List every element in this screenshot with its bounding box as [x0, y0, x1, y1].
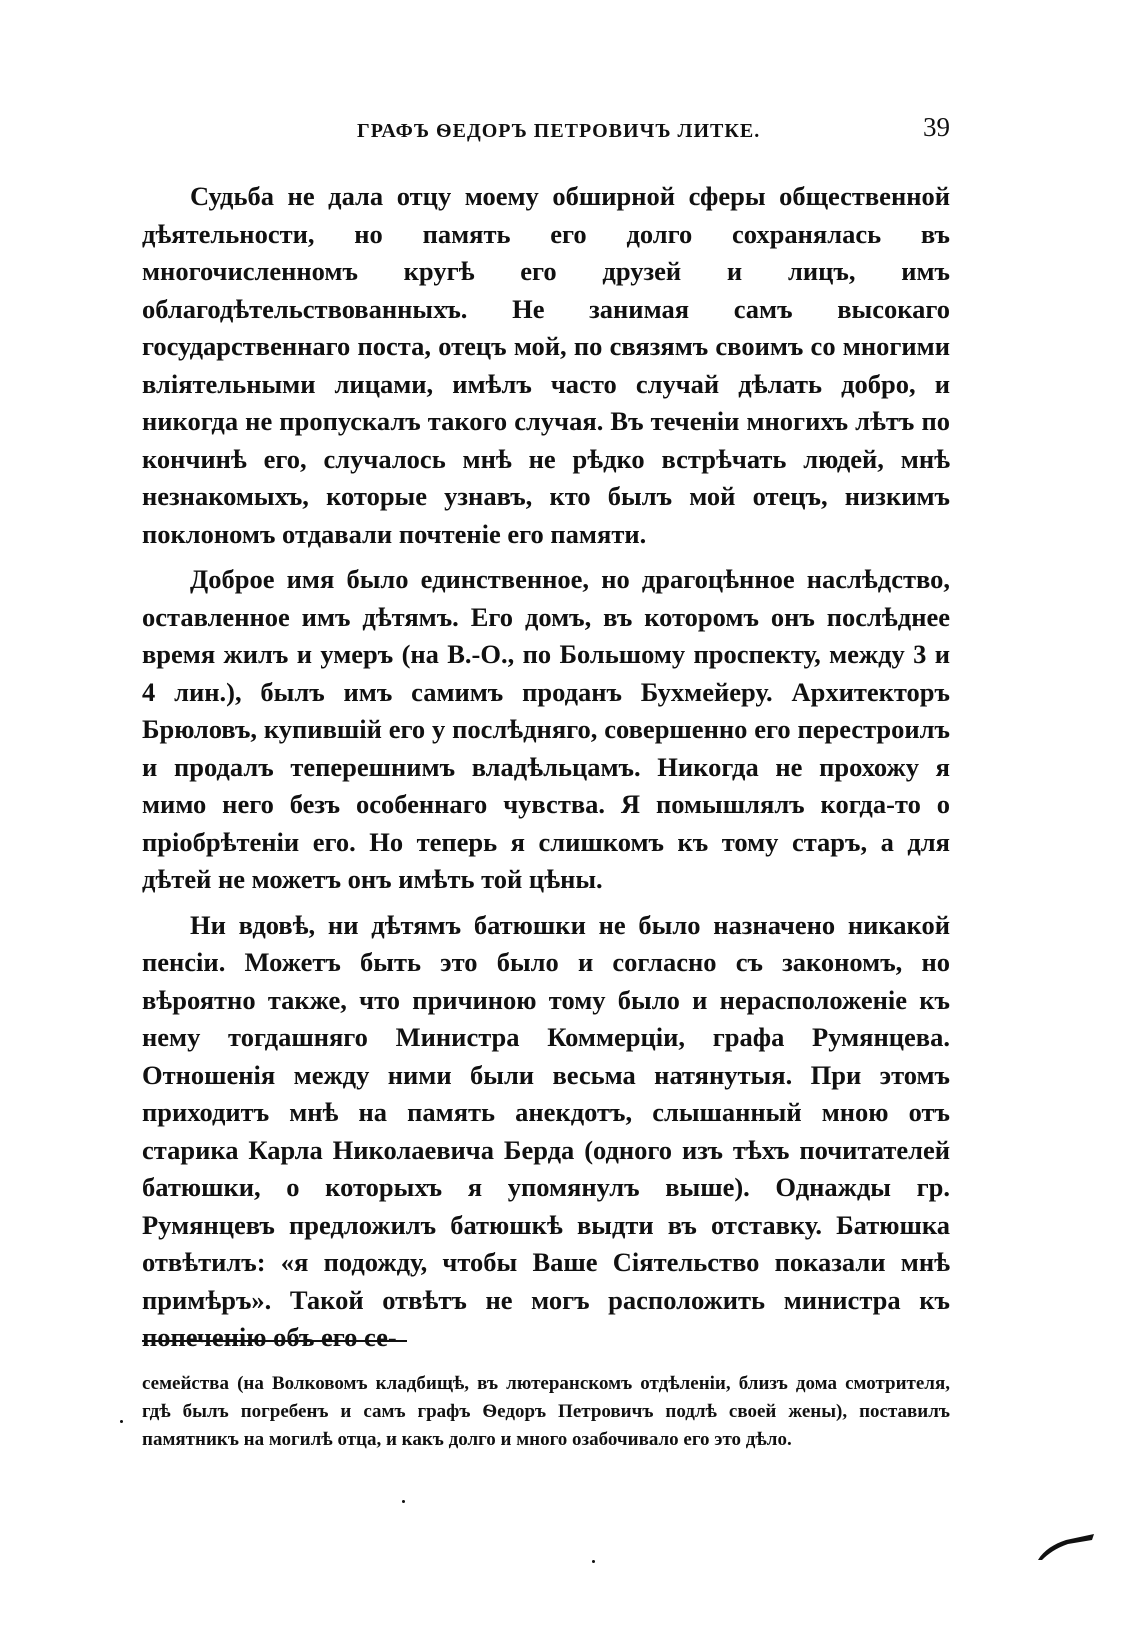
page-number: 39	[923, 112, 950, 142]
paragraph-3: Ни вдовѣ, ни дѣтямъ батюшки не было назначено никакой пенсіи. Можетъ быть это было и согласно съ закономъ, но вѣроятно также, что причиною тому было и нерасположеніе къ нему тогдашняго Министра Коммерціи, графа Румянцева. Отношенія между ними были весьма натянутыя. При этомъ приходитъ мнѣ на память анекдотъ, слышанный мною отъ старика Карла Николаевича Берда (одного изъ тѣхъ почитателей батюшки, о которыхъ я упомянулъ выше). Однажды гр. Румянцевъ предложилъ батюшкѣ выдти въ отставку. Батюшка отвѣтилъ: «я подожду, чтобы Ваше Сіятельство показали мнѣ примѣръ». Такой отвѣтъ не могъ расположить министра къ попеченію объ его се-	[142, 909, 950, 1352]
paragraph-2: Доброе имя было единственное, но драгоцѣнное наслѣдство, оставленное имъ дѣтямъ. Его домъ, въ которомъ онъ послѣднее время жилъ и умеръ (на В.-О., по Большому проспекту, между 3 и 4 лин.), былъ имъ самимъ проданъ Бухмейеру. Архитекторъ Брюловъ, купившій его у послѣдняго, совершенно его перестроилъ и продалъ теперешнимъ владѣльцамъ. Никогда не прохожу я мимо него безъ особеннаго чувства. Я помышлялъ когда-то о пріобрѣтеніи его. Но теперь я слишкомъ къ тому старъ, а для дѣтей не можетъ онъ имѣть той цѣны.	[142, 564, 950, 894]
ink-speck	[402, 1500, 405, 1503]
running-head	[142, 110, 950, 150]
footnote	[142, 1370, 950, 1454]
paragraph-1: Судьба не дала отцу моему обширной сферы общественной дѣятельности, но память его долго сохранялась въ многочисленномъ кругѣ его друзей и лицъ, имъ облагодѣтельствованныхъ. Не занимая самъ высокаго государственнаго поста, отецъ мой, по связямъ своимъ со многими вліятельными лицами, имѣлъ часто случай дѣлать добро, и никогда не пропускалъ такого случая. Въ теченіи многихъ лѣтъ по кончинѣ его, случалось мнѣ не рѣдко встрѣчать людей, мнѣ незнакомыхъ, которые узнавъ, кто былъ мой отецъ, низкимъ поклономъ отдавали почтеніе его памяти.	[142, 181, 950, 549]
ink-speck	[120, 1420, 123, 1423]
running-title: ГРАФЪ ѲЕДОРЪ ПЕТРОВИЧЪ ЛИТКЕ.	[357, 120, 761, 142]
ink-speck	[592, 1560, 595, 1563]
footnote-rule	[142, 1340, 407, 1342]
footnote-text: семейства (на Волковомъ кладбищѣ, въ лютеранскомъ отдѣленіи, близъ дома смотрителя, гдѣ былъ погребенъ и самъ графъ Ѳедоръ Петровичъ подлѣ своей жены), поставилъ памятникъ на могилѣ отца, и какъ долго и много озабочивало его это дѣло.	[142, 1373, 950, 1450]
scan-mark	[1036, 1532, 1096, 1562]
body-text	[142, 178, 950, 1365]
